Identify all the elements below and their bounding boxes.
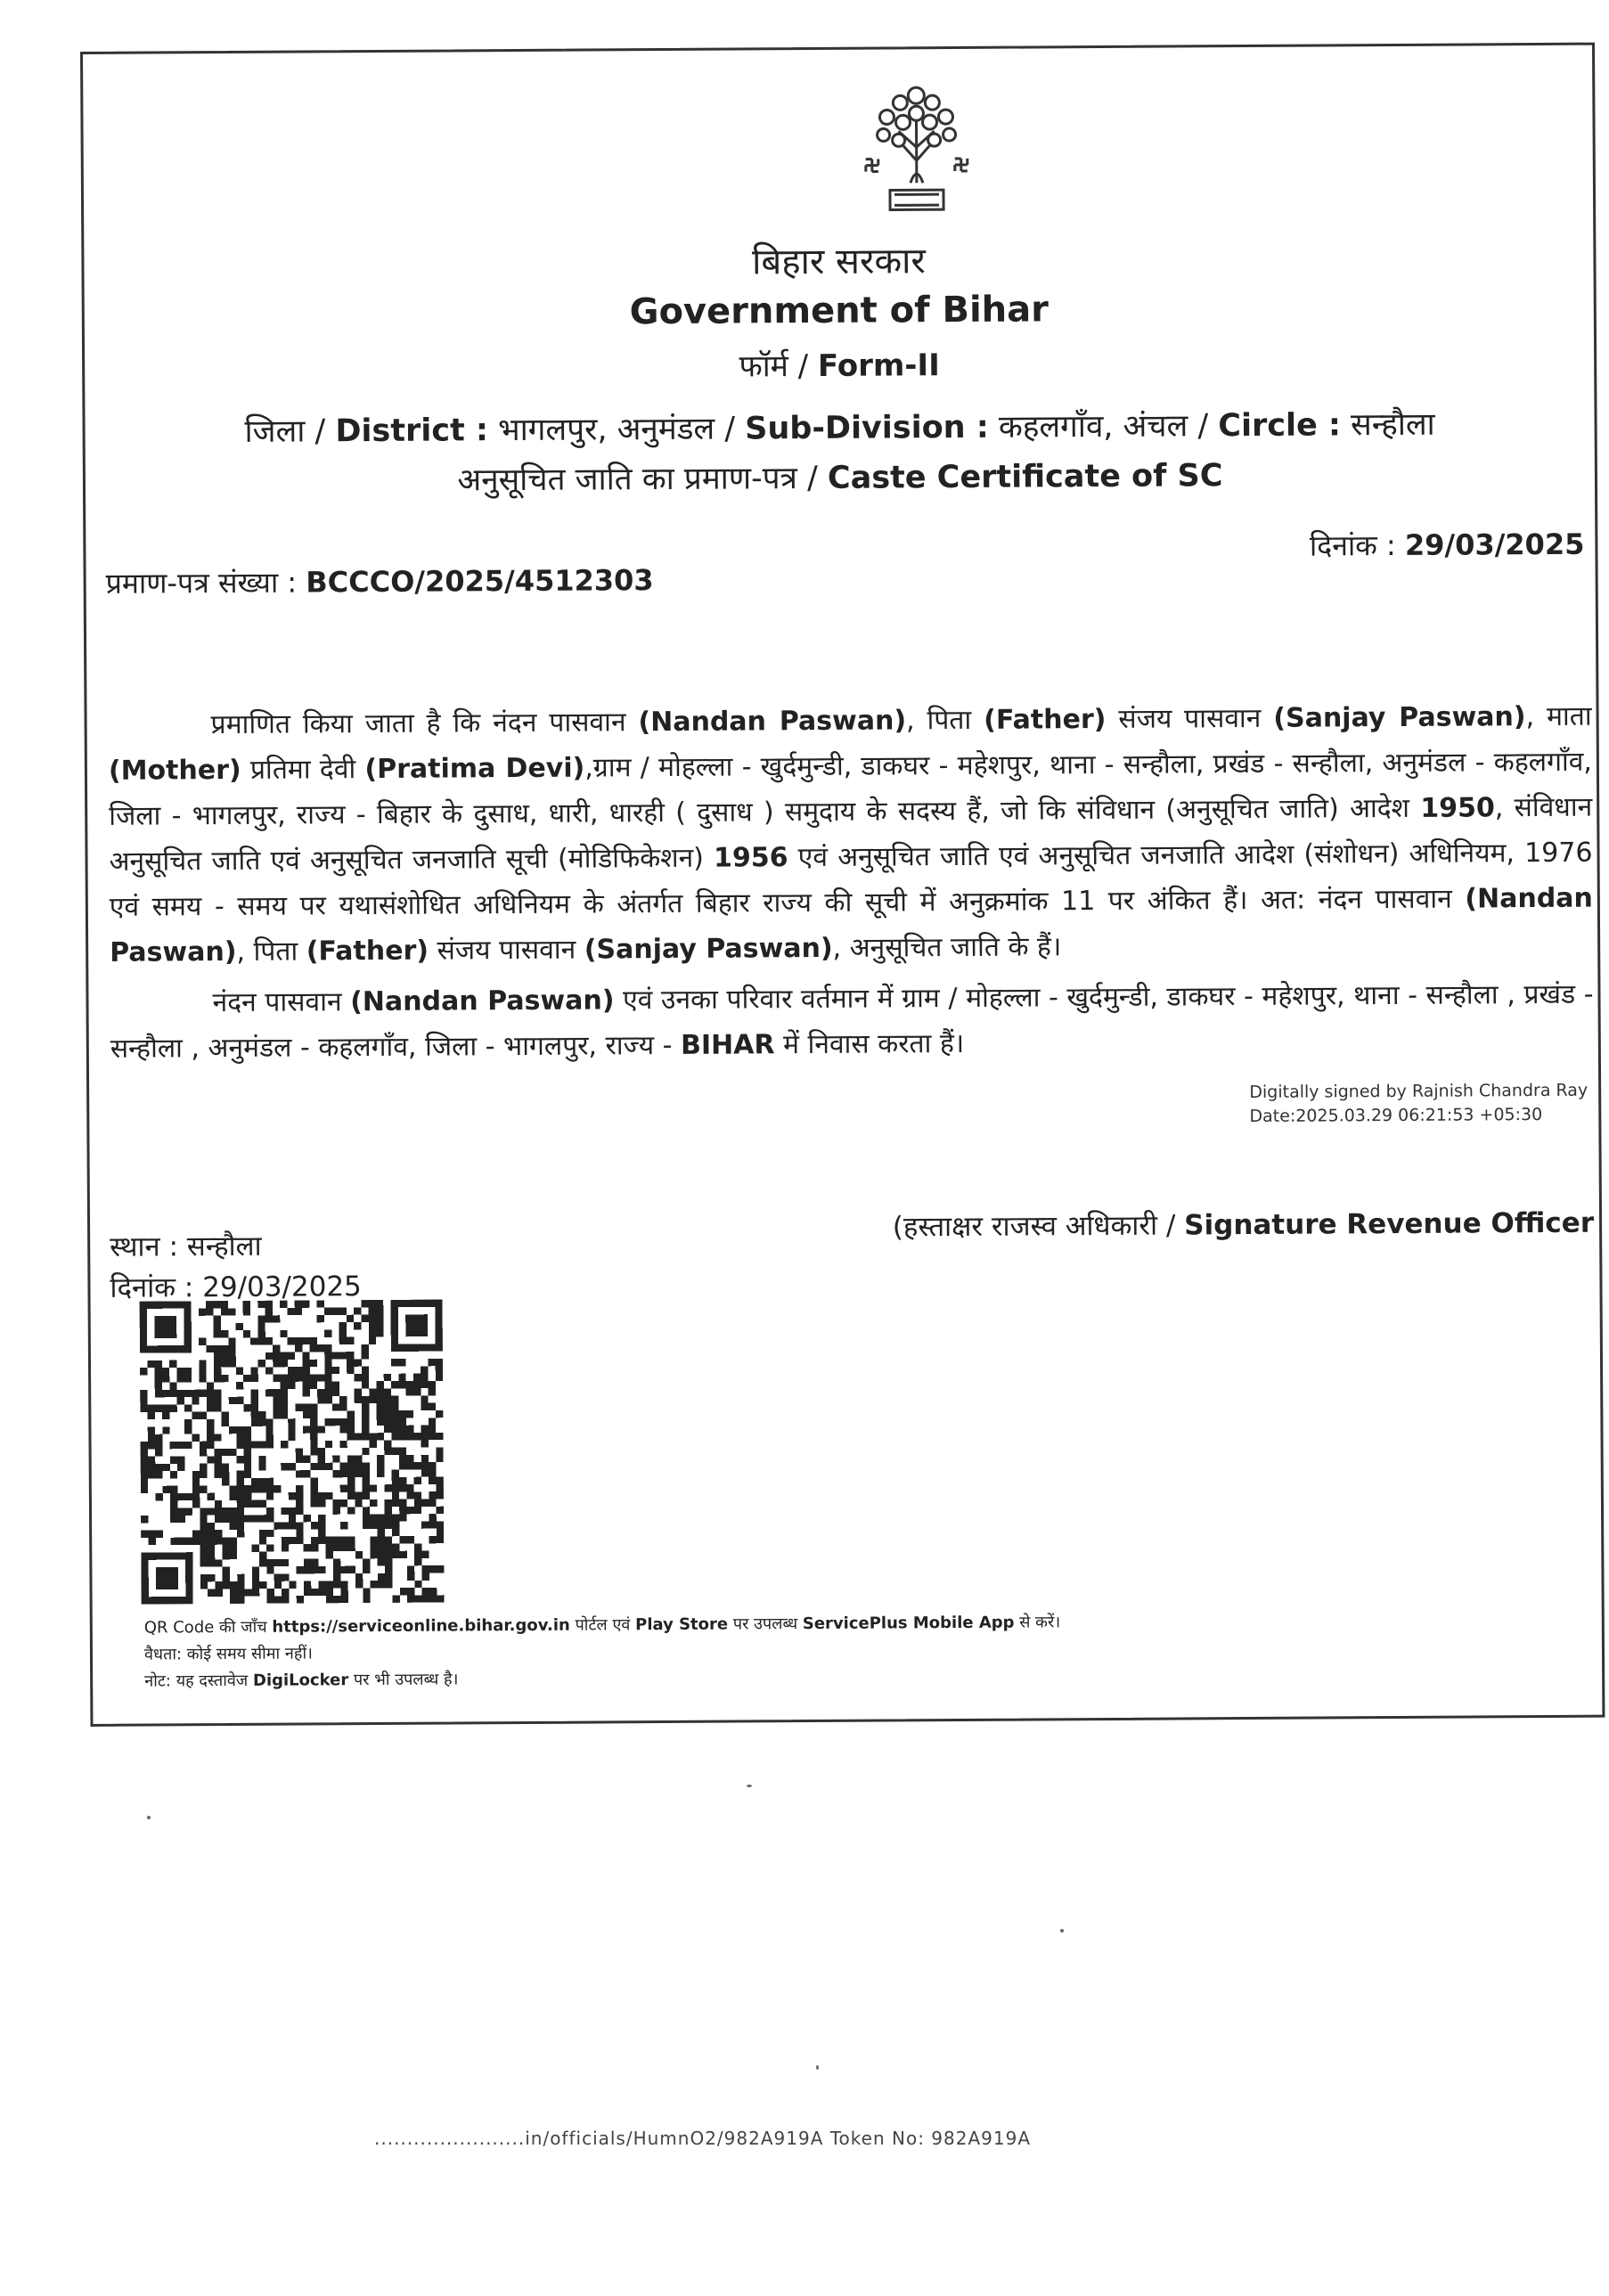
validity-note: वैधता: कोई समय सीमा नहीं। xyxy=(143,1644,313,1664)
digital-signature-date: Date:2025.03.29 06:21:53 +05:30 xyxy=(1249,1104,1543,1127)
issue-date-value: 29/03/2025 xyxy=(1404,527,1585,562)
officer-title-hindi: (हस्ताक्षर राजस्व अधिकारी / xyxy=(892,1209,1176,1244)
certificate-number-value: BCCCO/2025/4512303 xyxy=(306,563,654,600)
issue-date-label: दिनांक : xyxy=(1309,527,1396,563)
form-label xyxy=(85,339,1594,389)
certificate-number xyxy=(106,560,654,602)
title-hindi: बिहार सरकार xyxy=(751,241,926,283)
district-label-english: District : xyxy=(335,413,489,450)
digital-signature xyxy=(1249,1079,1588,1129)
scan-speck xyxy=(816,2065,819,2070)
subdivision-value: कहलगाँव, अंचल / xyxy=(998,408,1209,445)
place-line: स्थान : सन्हौला xyxy=(110,1230,262,1263)
residence-paragraph: नंदन पासवान (Nandan Paswan) एवं उनका परिवार वर्तमान में ग्राम / मोहल्ला - खुर्दमुन्डी, डाकघर - महेशपुर, थाना - सन्हौला , प्रखंड - सन्हौला , अनुमंडल - कहलगाँव, जिला - भागलपुर, राज्य - BIHAR में निवास करता हैं। xyxy=(110,978,1594,1065)
qr-verification-note: QR Code की जाँच https://serviceonline.bihar.gov.in पोर्टल एवं Play Store पर उपलब्ध ServicePlus Mobile App से करें। xyxy=(143,1613,1061,1638)
title-english: Government of Bihar xyxy=(629,289,1050,333)
bottom-token-line: .......................in/officials/HumnO2/982A919A Token No: 982A919A xyxy=(374,2128,1032,2149)
digital-signature-signer: Digitally signed by Rajnish Chandra Ray xyxy=(1249,1080,1589,1103)
digilocker-note: नोट: यह दस्तावेज DigiLocker पर भी उपलब्ध है। xyxy=(144,1670,459,1691)
scan-speck xyxy=(147,1816,151,1819)
district-label-hindi: जिला / xyxy=(244,413,326,450)
subdivision-label: Sub-Division : xyxy=(745,409,989,447)
qr-code-icon xyxy=(140,1300,445,1605)
district-value: भागलपुर, अनुमंडल / xyxy=(497,411,736,449)
certification-paragraph: प्रमाणित किया जाता है कि नंदन पासवान (Nandan Paswan), पिता (Father) संजय पासवान (Sanjay Paswan), माता (Mother) प्रतिमा देवी (Pratima Devi),ग्राम / मोहल्ला - खुर्दमुन्डी, डाकघर - महेशपुर, थाना - सन्हौला, प्रखंड - सन्हौला, अनुमंडल - कहलगाँव, जिला - भागलपुर, राज्य - बिहार के दुसाध, धारी, धारही ( दुसाध ) समुदाय के सदस्य हैं, जो कि संविधान (अनुसूचित जाति) आदेश 1950, संविधान अनुसूचित जाति एवं अनुसूचित जनजाति सूची (मोडिफिकेशन) 1956 एवं अनुसूचित जाति एवं अनुसूचित जनजाति आदेश (संशोधन) अधिनियम, 1976 एवं समय - समय पर यथासंशोधित अधिनियम के अंतर्गत बिहार राज्य की सूची में अनुक्रमांक 11 पर अंकित हैं। अत: नंदन पासवान (Nandan Paswan), पिता (Father) संजय पासवान (Sanjay Paswan), अनुसूचित जाति के हैं। xyxy=(108,700,1593,968)
certificate-title-hindi: अनुसूचित जाति का प्रमाण-पत्र / xyxy=(457,460,818,499)
form-english: Form-II xyxy=(817,347,940,384)
bihar-bodhi-tree-emblem-icon xyxy=(849,76,984,228)
footer-notes xyxy=(144,1609,1061,1695)
circle-label: Circle : xyxy=(1218,407,1342,445)
issue-date xyxy=(1310,525,1585,565)
certificate-title-english: Caste Certificate of SC xyxy=(827,458,1223,496)
scan-speck xyxy=(1060,1929,1064,1932)
place-and-date xyxy=(110,1225,362,1309)
place-date-line: दिनांक : 29/03/2025 xyxy=(110,1271,362,1304)
certificate-frame xyxy=(80,43,1605,1727)
form-hindi: फॉर्म / xyxy=(739,348,809,385)
district-line xyxy=(85,402,1594,453)
officer-signature-title xyxy=(893,1204,1594,1246)
officer-title-english: Signature Revenue Officer xyxy=(1184,1206,1595,1242)
scan-speck xyxy=(747,1785,752,1787)
certificate-title xyxy=(86,452,1595,503)
circle-value: सन्हौला xyxy=(1350,406,1435,444)
certificate-number-label: प्रमाण-पत्र संख्या : xyxy=(105,565,298,601)
